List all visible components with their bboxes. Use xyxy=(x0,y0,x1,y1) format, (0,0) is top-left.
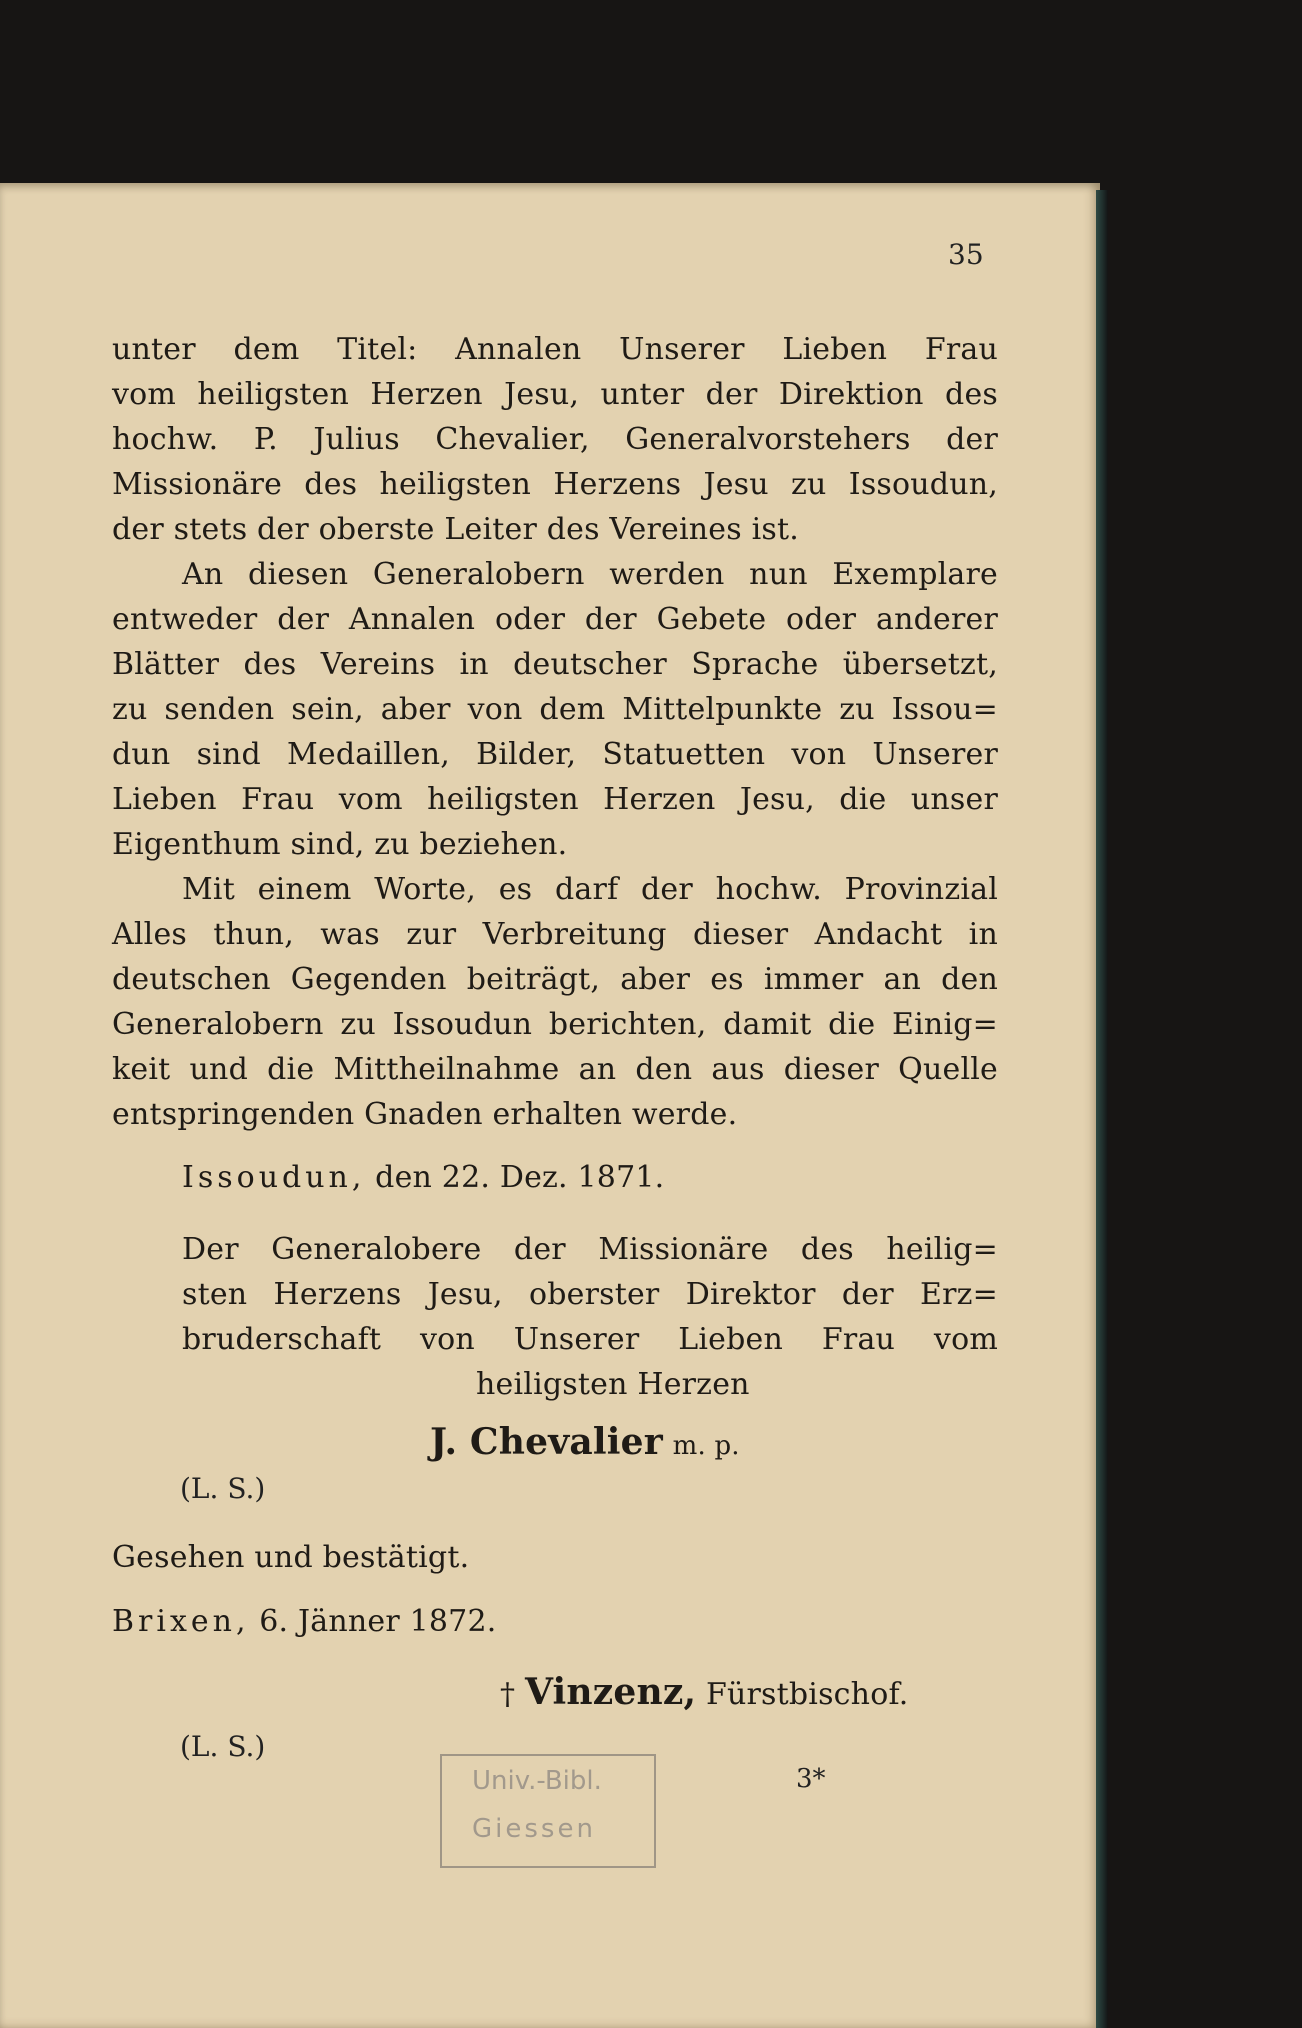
dateline-place: Issoudun, xyxy=(182,1160,366,1195)
dateline-issoudun xyxy=(182,1158,998,1198)
text-line: Missionäre des heiligsten Herzens Jesu zu Issoudun, xyxy=(112,467,998,502)
dateline-date: den 22. Dez. 1871. xyxy=(375,1160,665,1195)
text-line: Mit einem Worte, es darf der hochw. Provinzial xyxy=(182,872,998,907)
stamp-line: Univ.-Bibl. xyxy=(472,1766,602,1796)
library-stamp xyxy=(440,1754,656,1868)
dateline-place: Brixen, xyxy=(112,1604,250,1639)
text-line: Alles thun, was zur Verbreitung dieser Andacht in xyxy=(112,917,998,952)
signer-vinzenz xyxy=(500,1672,1302,1715)
text-line: dun sind Medaillen, Bilder, Statuetten von Unserer xyxy=(112,737,998,772)
text-line: hochw. P. Julius Chevalier, Generalvorstehers der xyxy=(112,422,998,457)
signer-suffix: m. p. xyxy=(672,1431,740,1461)
sheet-signature: 3* xyxy=(796,1764,826,1794)
text-line: unter dem Titel: Annalen Unserer Lieben Frau xyxy=(112,332,998,367)
text-line: der stets der oberste Leiter des Vereines ist. xyxy=(112,512,799,547)
text-line: vom heiligsten Herzen Jesu, unter der Direktion des xyxy=(112,377,998,412)
signer-chevalier xyxy=(430,1422,1302,1466)
text-line: Eigenthum sind, zu beziehen. xyxy=(112,827,568,862)
dateline-brixen xyxy=(112,1602,998,1642)
signature-line: heiligsten Herzen xyxy=(476,1367,750,1402)
signer-name: Vinzenz, xyxy=(524,1671,697,1713)
signature-line: bruderschaft von Unserer Lieben Frau vom xyxy=(182,1322,998,1357)
stamp-line: Giessen xyxy=(472,1814,596,1844)
text-line: keit und die Mittheilnahme an den aus dieser Quelle xyxy=(112,1052,998,1087)
text-line: Lieben Frau vom heiligsten Herzen Jesu, die unser xyxy=(112,782,998,817)
text-line: Generalobern zu Issoudun berichten, damit die Einig= xyxy=(112,1007,998,1042)
cross-icon: † xyxy=(500,1677,516,1712)
signer-name: J. Chevalier xyxy=(430,1421,663,1463)
text-line: An diesen Generalobern werden nun Exemplare xyxy=(182,557,998,592)
signer-title: Fürstbischof. xyxy=(705,1677,909,1712)
text-line: Blätter des Vereins in deutscher Sprache übersetzt, xyxy=(112,647,998,682)
text-line: entweder der Annalen oder der Gebete oder anderer xyxy=(112,602,998,637)
text-line: zu senden sein, aber von dem Mittelpunkte zu Issou= xyxy=(112,692,998,727)
approval-line: Gesehen und bestätigt. xyxy=(112,1540,470,1575)
text-line: entspringenden Gnaden erhalten werde. xyxy=(112,1097,738,1132)
locus-sigilli-2: (L. S.) xyxy=(180,1730,266,1763)
text-line: deutschen Gegenden beiträgt, aber es immer an den xyxy=(112,962,998,997)
dateline-date: 6. Jänner 1872. xyxy=(259,1604,497,1639)
page-edge xyxy=(1096,190,1108,2028)
page-number: 35 xyxy=(948,238,984,271)
signature-line: Der Generalobere der Missionäre des heilig= xyxy=(182,1232,998,1267)
locus-sigilli-1: (L. S.) xyxy=(180,1472,266,1505)
signature-line: sten Herzens Jesu, oberster Direktor der Erz= xyxy=(182,1277,998,1312)
